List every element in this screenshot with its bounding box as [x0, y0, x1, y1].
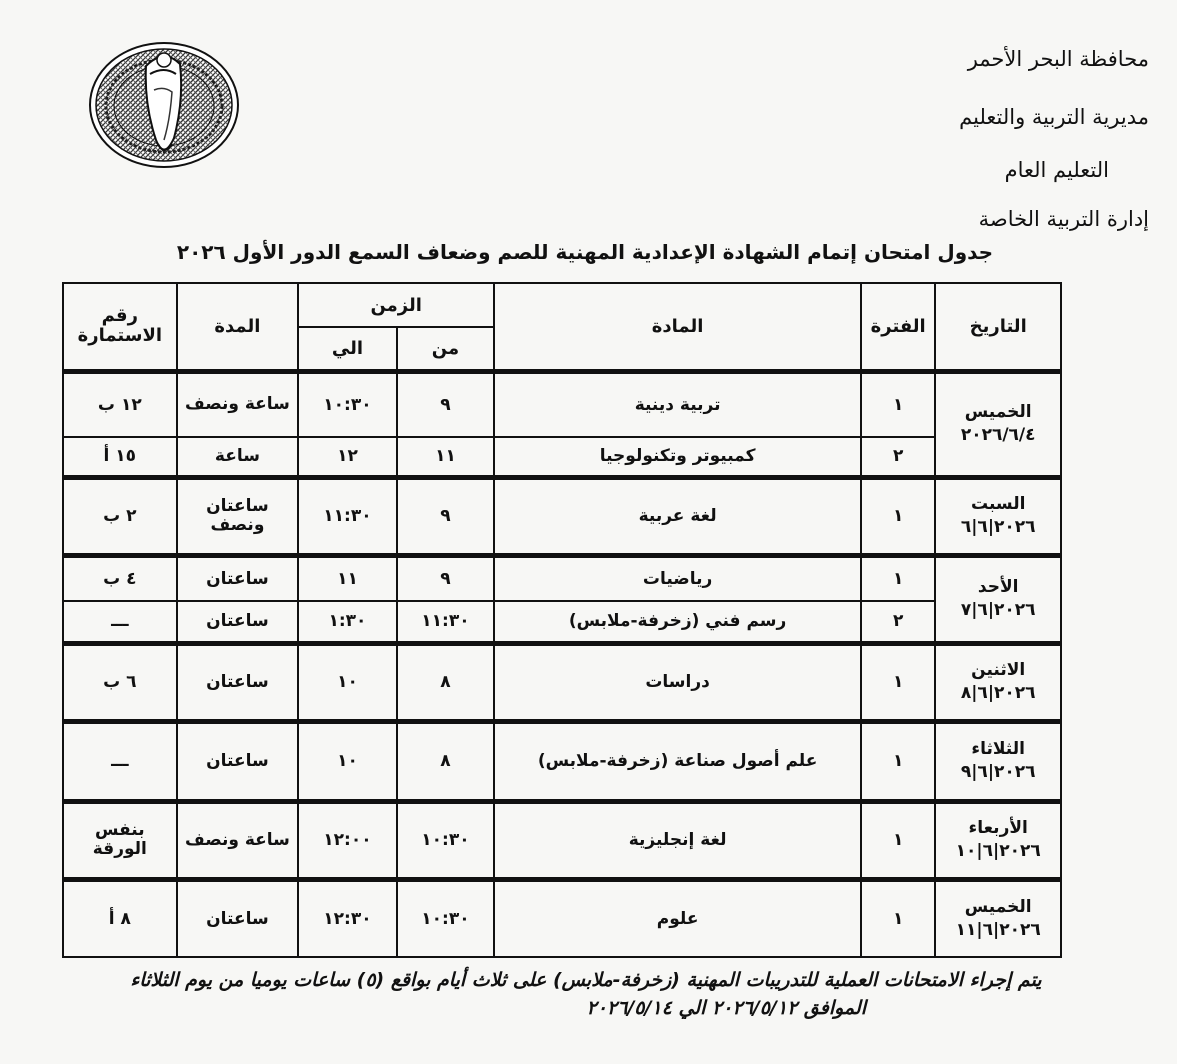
subject-cell: دراسات: [494, 643, 861, 721]
date-cell: [935, 477, 1061, 555]
day-name: الخميس: [964, 402, 1032, 423]
time-from-cell: ٨: [397, 721, 494, 801]
day-name: السبت: [970, 494, 1026, 515]
time-from-cell: ٩: [397, 555, 494, 601]
time-to-cell: ١:٣٠: [298, 601, 396, 643]
header-duration: المدة: [177, 283, 299, 371]
form-number-cell: ٨ أ: [63, 879, 177, 957]
duration-cell: ساعتان: [177, 721, 299, 801]
header-date: التاريخ: [935, 283, 1061, 371]
time-to-cell: ١٢: [298, 437, 396, 477]
header-period: الفترة: [861, 283, 935, 371]
period-cell: ١: [861, 879, 935, 957]
date-cell: [935, 879, 1061, 957]
table-row: [63, 801, 1061, 879]
duration-cell: ساعة ونصف: [177, 801, 299, 879]
table-row: [63, 371, 1061, 437]
department-general-education: التعليم العام: [1004, 158, 1109, 182]
date-cell: [935, 555, 1061, 643]
header-time: الزمن: [298, 283, 494, 327]
time-to-cell: ١٠:٣٠: [298, 371, 396, 437]
duration-cell: ساعتان: [177, 601, 299, 643]
time-to-cell: ١١:٣٠: [298, 477, 396, 555]
time-from-cell: ١١: [397, 437, 494, 477]
form-number-cell: ـــ: [63, 601, 177, 643]
subject-cell: علوم: [494, 879, 861, 957]
period-cell: ٢: [861, 437, 935, 477]
exam-date: ٢٠٢٦|٦|٧: [960, 600, 1036, 620]
exam-date: ٢٠٢٦|٦|٩: [960, 762, 1036, 782]
day-name: الأربعاء: [968, 818, 1028, 839]
note-line-2: الموافق ٢٠٢٦/٥/١٢ الي ٢٠٢٦/٥/١٤: [586, 996, 866, 1019]
directorate-name: مديرية التربية والتعليم: [959, 105, 1149, 129]
time-to-cell: ١٢:٠٠: [298, 801, 396, 879]
duration-cell: ساعتان: [177, 555, 299, 601]
period-cell: ٢: [861, 601, 935, 643]
subject-cell: رسم فني (زخرفة-ملابس): [494, 601, 861, 643]
table-row: [63, 601, 1061, 643]
time-from-cell: ١٠:٣٠: [397, 879, 494, 957]
period-cell: ١: [861, 801, 935, 879]
form-number-cell: بنفس الورقة: [63, 801, 177, 879]
date-cell: [935, 721, 1061, 801]
form-number-cell: ـــ: [63, 721, 177, 801]
table-row: [63, 721, 1061, 801]
exam-date: ٢٠٢٦|٦|٨: [960, 683, 1036, 703]
page-title: جدول امتحان إتمام الشهادة الإعدادية المهنية للصم وضعاف السمع الدور الأول ٢٠٢٦: [176, 240, 994, 264]
time-to-cell: ١٠: [298, 643, 396, 721]
form-number-cell: ٦ ب: [63, 643, 177, 721]
period-cell: ١: [861, 721, 935, 801]
form-number-cell: ١٢ ب: [63, 371, 177, 437]
time-from-cell: ١١:٣٠: [397, 601, 494, 643]
exam-date: ٢٠٢٦|٦|١٠: [955, 841, 1041, 861]
duration-cell: ساعة: [177, 437, 299, 477]
form-number-cell: ٤ ب: [63, 555, 177, 601]
subject-cell: لغة إنجليزية: [494, 801, 861, 879]
practical-exams-note: [16, 967, 1156, 1022]
period-cell: ١: [861, 477, 935, 555]
duration-cell: ساعتان: [177, 879, 299, 957]
table-row: [63, 643, 1061, 721]
table-row: [63, 477, 1061, 555]
date-cell: [935, 643, 1061, 721]
duration-cell: ساعتان ونصف: [177, 477, 299, 555]
date-cell: [935, 801, 1061, 879]
day-name: الاثنين: [971, 660, 1026, 681]
note-line-1: يتم إجراء الامتحانات العملية للتدريبات المهنية (زخرفة-ملابس) على ثلاث أيام بواقع (٥) ساعات يوميا من يوم الثلاثاء: [130, 969, 1042, 991]
subject-cell: علم أصول صناعة (زخرفة-ملابس): [494, 721, 861, 801]
period-cell: ١: [861, 643, 935, 721]
subject-cell: رياضيات: [494, 555, 861, 601]
form-number-cell: ٢ ب: [63, 477, 177, 555]
duration-cell: ساعة ونصف: [177, 371, 299, 437]
form-number-cell: ١٥ أ: [63, 437, 177, 477]
period-cell: ١: [861, 555, 935, 601]
department-special-education: إدارة التربية الخاصة: [978, 207, 1149, 231]
time-from-cell: ٨: [397, 643, 494, 721]
table-row: [63, 879, 1061, 957]
header-time-to: الي: [298, 327, 396, 371]
governorate-seal-icon: [88, 40, 240, 170]
time-to-cell: ١١: [298, 555, 396, 601]
header-form-number: رقم الاستمارة: [63, 283, 177, 371]
subject-cell: تربية دينية: [494, 371, 861, 437]
exam-schedule-table: [62, 282, 1062, 958]
header-subject: المادة: [494, 283, 861, 371]
subject-cell: لغة عربية: [494, 477, 861, 555]
date-cell: [935, 371, 1061, 477]
exam-date: ٢٠٢٦|٦|٦: [960, 517, 1036, 537]
time-to-cell: ١٢:٣٠: [298, 879, 396, 957]
time-from-cell: ١٠:٣٠: [397, 801, 494, 879]
table-row: [63, 437, 1061, 477]
table-row: [63, 555, 1061, 601]
exam-date: ٢٠٢٦/٦/٤: [960, 425, 1036, 445]
governorate-name: محافظة البحر الأحمر: [967, 47, 1149, 71]
header-time-from: من: [397, 327, 494, 371]
day-name: الخميس: [964, 896, 1032, 917]
time-to-cell: ١٠: [298, 721, 396, 801]
time-from-cell: ٩: [397, 477, 494, 555]
period-cell: ١: [861, 371, 935, 437]
exam-date: ٢٠٢٦|٦|١١: [955, 919, 1041, 940]
time-from-cell: ٩: [397, 371, 494, 437]
duration-cell: ساعتان: [177, 643, 299, 721]
day-name: الأحد: [977, 577, 1019, 598]
day-name: الثلاثاء: [971, 739, 1025, 760]
subject-cell: كمبيوتر وتكنولوجيا: [494, 437, 861, 477]
